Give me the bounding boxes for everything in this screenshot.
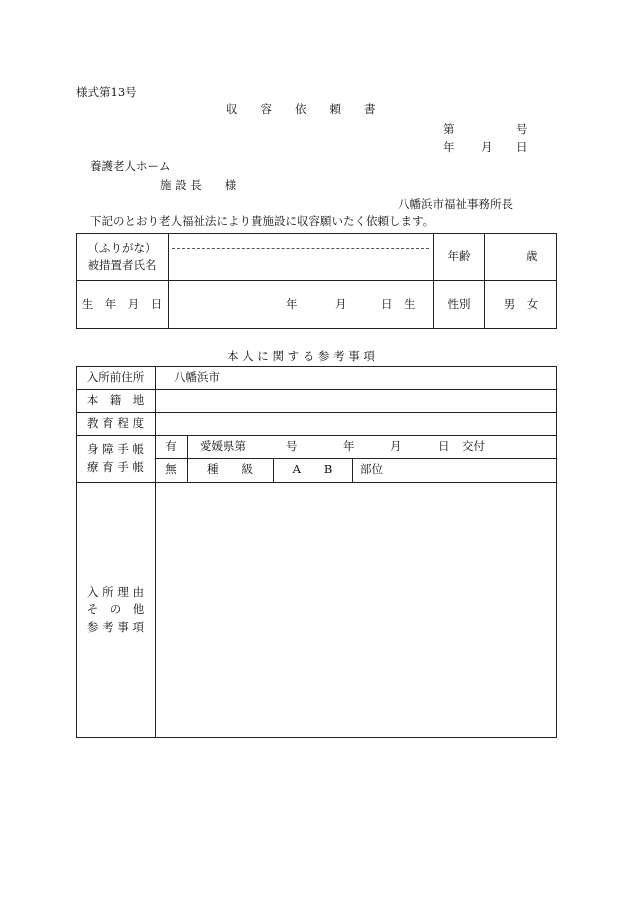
handbook-has: 有 (165, 438, 177, 453)
grade-label: 種 級 (207, 462, 253, 477)
issue-number-unit: 号 (286, 439, 298, 453)
birth-year-unit: 年 (286, 297, 298, 311)
name-label: （ふりがな） 被措置者氏名 (87, 240, 157, 272)
recipient-director: 施 設 長 様 (160, 178, 237, 192)
issue-month-unit: 月 (390, 439, 402, 453)
education-label: 教 育 程 度 (87, 415, 144, 430)
birth-month-unit: 月 (335, 297, 347, 311)
handbook-none: 無 (165, 462, 177, 477)
section-title: 本 人 に 関 す る 参 考 事 項 (227, 349, 375, 363)
part-label: 部位 (360, 462, 383, 476)
form-number: 様式第13号 (76, 85, 137, 99)
doc-number-suffix: 号 (516, 122, 528, 136)
date-day: 日 (516, 140, 528, 154)
age-label: 年齢 (447, 248, 471, 263)
furigana-divider (172, 248, 429, 249)
grade-ab: A B (292, 462, 333, 477)
issue-prefix: 愛媛県第 (200, 439, 246, 453)
birth-day-unit: 日 生 (381, 297, 416, 311)
handbook-label: 身 障 手 帳 療 育 手 帳 (87, 442, 144, 474)
prev-address-value: 八幡浜市 (174, 370, 220, 384)
sex-label: 性別 (447, 296, 471, 311)
document-title: 収 容 依 頼 書 (226, 102, 376, 116)
date-year: 年 (443, 140, 455, 154)
issue-year-unit: 年 (343, 439, 355, 453)
recipient-facility: 養護老人ホーム (90, 159, 171, 173)
birthdate-label: 生 年 月 日 (81, 296, 163, 311)
reason-label: 入 所 理 由 そ の 他 参 考 事 項 (86, 585, 145, 634)
age-unit: 歳 (526, 249, 538, 263)
doc-number-prefix: 第 (443, 122, 455, 136)
request-text: 下記のとおり老人福祉法により貴施設に収容願いたく依頼します。 (90, 214, 435, 228)
honseki-label: 本 籍 地 (86, 392, 145, 407)
prev-address-label: 入所前住所 (86, 369, 145, 384)
date-month: 月 (481, 140, 493, 154)
issue-suffix: 交付 (462, 439, 485, 453)
sex-options: 男 女 (503, 296, 539, 311)
sender-name: 八幡浜市福祉事務所長 (398, 197, 513, 211)
issue-day-unit: 日 (438, 439, 450, 453)
